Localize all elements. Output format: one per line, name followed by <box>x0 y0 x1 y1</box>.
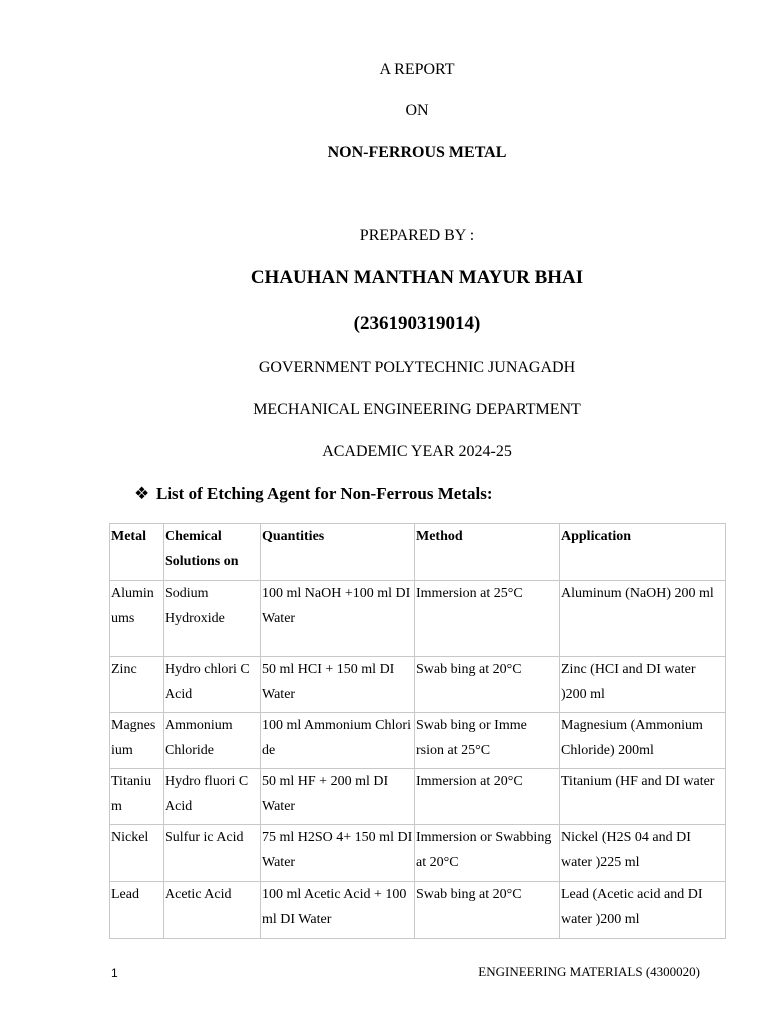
cell-quantity: 100 ml NaOH +100 ml DI Water <box>261 581 415 657</box>
diamond-bullet-icon: ❖ <box>134 484 150 503</box>
author-name: CHAUHAN MANTHAN MAYUR BHAI <box>250 267 584 288</box>
header-quantities: Quantities <box>261 524 415 581</box>
cell-metal: Lead <box>110 882 164 939</box>
enrollment-number: (236190319014) <box>353 313 481 334</box>
department-name: MECHANICAL ENGINEERING DEPARTMENT <box>253 401 581 418</box>
header-chemical-solution: Chemical Solutions on <box>164 524 261 581</box>
cell-metal: Alumin ums <box>110 581 164 657</box>
cell-quantity: 75 ml H2SO 4+ 150 ml DI Water <box>261 825 415 882</box>
cell-chemical: Hydro chlori C Acid <box>164 657 261 713</box>
academic-year: ACADEMIC YEAR 2024-25 <box>322 443 512 460</box>
cell-quantity: 100 ml Acetic Acid + 100 ml DI Water <box>261 882 415 939</box>
table-header-row <box>110 524 726 581</box>
etching-agent-table <box>109 523 726 939</box>
cell-metal: Nickel <box>110 825 164 882</box>
table-row <box>110 657 726 713</box>
cell-application: Zinc (HCI and DI water )200 ml <box>560 657 726 713</box>
section-heading <box>134 484 493 504</box>
cell-chemical: Ammonium Chloride <box>164 713 261 769</box>
cell-application: Aluminum (NaOH) 200 ml <box>560 581 726 657</box>
page-number: 1 <box>111 966 118 980</box>
cell-method: Swab bing or Imme rsion at 25°C <box>415 713 560 769</box>
cell-metal: Titaniu m <box>110 769 164 825</box>
cell-application: Lead (Acetic acid and DI water )200 ml <box>560 882 726 939</box>
table-row <box>110 713 726 769</box>
cell-metal: Magnes ium <box>110 713 164 769</box>
table-row <box>110 769 726 825</box>
prepared-by-label: PREPARED BY : <box>359 227 475 244</box>
cell-application: Magnesium (Ammonium Chloride) 200ml <box>560 713 726 769</box>
institute-name: GOVERNMENT POLYTECHNIC JUNAGADH <box>258 359 576 376</box>
report-on-line: ON <box>405 102 429 119</box>
header-application: Application <box>560 524 726 581</box>
cell-chemical: Sulfur ic Acid <box>164 825 261 882</box>
cell-method: Immersion at 25°C <box>415 581 560 657</box>
cell-method: Immersion at 20°C <box>415 769 560 825</box>
header-metal: Metal <box>110 524 164 581</box>
cell-application: Titanium (HF and DI water <box>560 769 726 825</box>
report-subject: NON-FERROUS METAL <box>327 144 507 161</box>
cell-quantity: 50 ml HF + 200 ml DI Water <box>261 769 415 825</box>
cell-chemical: Sodium Hydroxide <box>164 581 261 657</box>
cell-method: Immersion or Swabbing at 20°C <box>415 825 560 882</box>
cell-chemical: Acetic Acid <box>164 882 261 939</box>
table-row <box>110 825 726 882</box>
cell-quantity: 50 ml HCI + 150 ml DI Water <box>261 657 415 713</box>
footer-course: ENGINEERING MATERIALS (4300020) <box>478 964 700 979</box>
header-method: Method <box>415 524 560 581</box>
cell-metal: Zinc <box>110 657 164 713</box>
report-title-line: A REPORT <box>379 61 455 78</box>
cell-method: Swab bing at 20°C <box>415 882 560 939</box>
table-row <box>110 882 726 939</box>
cell-method: Swab bing at 20°C <box>415 657 560 713</box>
cell-quantity: 100 ml Ammonium Chlori de <box>261 713 415 769</box>
cell-chemical: Hydro fluori C Acid <box>164 769 261 825</box>
table-row <box>110 581 726 657</box>
section-heading-text: List of Etching Agent for Non-Ferrous Metals: <box>156 484 493 503</box>
cell-application: Nickel (H2S 04 and DI water )225 ml <box>560 825 726 882</box>
